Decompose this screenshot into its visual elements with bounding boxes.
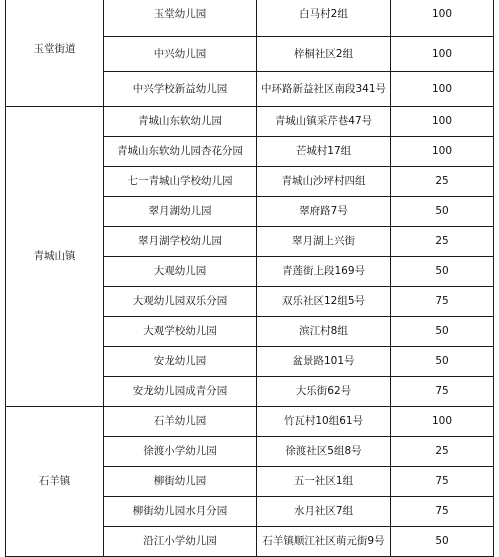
kindergarten-name-cell: 石羊幼儿园 [104, 407, 257, 437]
kindergarten-name-cell: 大观幼儿园 [104, 257, 257, 287]
quota-cell: 50 [391, 257, 494, 287]
kindergarten-name-cell: 柳街幼儿园 [104, 467, 257, 497]
quota-cell: 100 [391, 407, 494, 437]
quota-cell: 75 [391, 467, 494, 497]
address-cell: 水月社区7组 [257, 497, 391, 527]
kindergarten-name-cell: 柳街幼儿园水月分园 [104, 497, 257, 527]
address-cell: 青城山沙坪村四组 [257, 167, 391, 197]
address-cell: 竹瓦村10组61号 [257, 407, 391, 437]
address-cell: 大乐街62号 [257, 377, 391, 407]
address-cell: 翠府路7号 [257, 197, 391, 227]
kindergarten-name-cell: 安龙幼儿园成青分园 [104, 377, 257, 407]
address-cell: 青莲街上段169号 [257, 257, 391, 287]
address-cell: 五一社区1组 [257, 467, 391, 497]
district-cell: 石羊镇 [6, 407, 104, 557]
address-cell: 芒城村17组 [257, 137, 391, 167]
kindergarten-name-cell: 七一青城山学校幼儿园 [104, 167, 257, 197]
kindergarten-name-cell: 徐渡小学幼儿园 [104, 437, 257, 467]
address-cell: 石羊镇顺江社区萌元街9号 [257, 527, 391, 557]
address-cell: 白马村2组 [257, 0, 391, 37]
address-cell: 盆景路101号 [257, 347, 391, 377]
kindergarten-name-cell: 玉堂幼儿园 [104, 0, 257, 37]
table-row [6, 0, 494, 37]
quota-cell: 50 [391, 347, 494, 377]
quota-cell: 75 [391, 377, 494, 407]
quota-cell: 75 [391, 287, 494, 317]
quota-cell: 50 [391, 197, 494, 227]
kindergarten-name-cell: 安龙幼儿园 [104, 347, 257, 377]
address-cell: 梓桐社区2组 [257, 37, 391, 72]
quota-cell: 100 [391, 0, 494, 37]
quota-cell: 100 [391, 107, 494, 137]
kindergarten-name-cell: 青城山东软幼儿园杏花分园 [104, 137, 257, 167]
district-cell: 玉堂街道 [6, 0, 104, 107]
kindergarten-name-cell: 翠月湖学校幼儿园 [104, 227, 257, 257]
quota-cell: 50 [391, 527, 494, 557]
quota-cell: 75 [391, 497, 494, 527]
quota-cell: 100 [391, 137, 494, 167]
quota-cell: 25 [391, 227, 494, 257]
kindergarten-name-cell: 青城山东软幼儿园 [104, 107, 257, 137]
table-row [6, 407, 494, 437]
address-cell: 滨江村8组 [257, 317, 391, 347]
district-cell: 青城山镇 [6, 107, 104, 407]
kindergarten-name-cell: 中兴幼儿园 [104, 37, 257, 72]
kindergarten-name-cell: 沿江小学幼儿园 [104, 527, 257, 557]
address-cell: 双乐社区12组5号 [257, 287, 391, 317]
kindergarten-name-cell: 大观幼儿园双乐分园 [104, 287, 257, 317]
table-body [6, 0, 494, 557]
quota-cell: 50 [391, 317, 494, 347]
kindergarten-name-cell: 大观学校幼儿园 [104, 317, 257, 347]
address-cell: 徐渡社区5组8号 [257, 437, 391, 467]
quota-cell: 100 [391, 37, 494, 72]
kindergarten-name-cell: 翠月湖幼儿园 [104, 197, 257, 227]
address-cell: 中环路新益社区南段341号 [257, 72, 391, 107]
address-cell: 青城山镇采芹巷47号 [257, 107, 391, 137]
kindergarten-name-cell: 中兴学校新益幼儿园 [104, 72, 257, 107]
table-row [6, 107, 494, 137]
kindergarten-table [5, 0, 494, 557]
address-cell: 翠月湖上兴街 [257, 227, 391, 257]
quota-cell: 25 [391, 167, 494, 197]
quota-cell: 25 [391, 437, 494, 467]
quota-cell: 100 [391, 72, 494, 107]
